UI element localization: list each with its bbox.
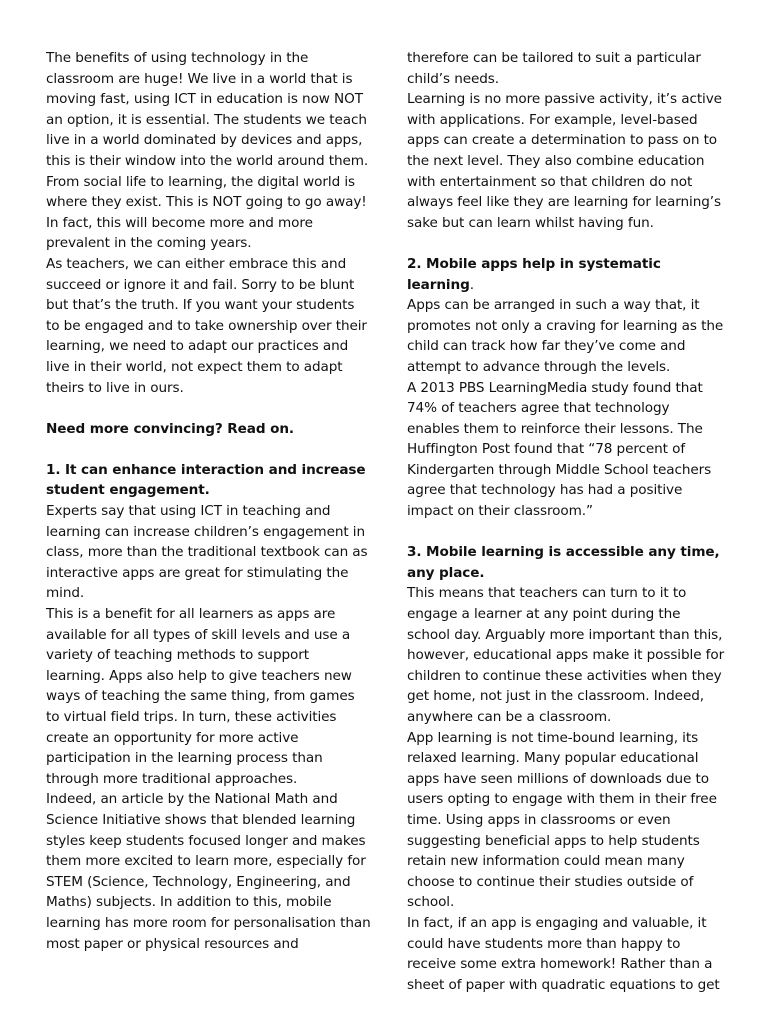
- section-1-paragraph-3: Indeed, an article by the National Math and Science Initiative shows that blended learning styles keep students focused longer and makes them more excited to learn more, especially for STEM (Science, Technology, Engineering, and Maths) subjects. In addition to this, mobile learning has more room for personalisation than most paper or physical resources and: [46, 791, 371, 952]
- section-2-paragraph-1: Apps can be arranged in such a way that, it promotes not only a craving for learning as the child can track how far they’ve come and attempt to advance through the levels.: [407, 297, 724, 375]
- intro-paragraph-1: The benefits of using technology in the classroom are huge! We live in a world that is moving fast, using ICT in education is now NOT an option, it is essential. The students we teach live in a world dominated by devices and apps, this is their window into the world around them. From social life to learning, the digital world is where they exist. This is NOT going to go away! In fact, this will become more and more prevalent in the coming years.: [46, 50, 369, 252]
- section-1-paragraph-2: This is a benefit for all learners as apps are available for all types of skill levels and use a variety of teaching methods to support learning. Apps also help to give teachers new ways of teaching the same thing, from games to virtual field trips. In turn, these activities create an opportunity for more active participation in the learning process than through more traditional approaches.: [46, 606, 355, 787]
- section-1-paragraph-1: Experts say that using ICT in teaching and learning can increase children’s engagement in class, more than the traditional textbook can as interactive apps are great for stimulating the mind.: [46, 503, 368, 602]
- spacer: [407, 233, 725, 254]
- section-3-paragraph-3: In fact, if an app is engaging and valuable, it could have students more than happy to receive some extra homework! Rather than a sheet of paper with quadratic equations to get: [407, 914, 720, 993]
- intro-paragraph-2: As teachers, we can either embrace this and succeed or ignore it and fail. Sorry to be blunt but that’s the truth. If you want your students to be engaged and to take ownership over their learning, we need to adapt our practices and live in their world, not expect them to adapt theirs to live in ours.: [46, 255, 367, 396]
- continuation-paragraph-2: Learning is no more passive activity, it’s active with applications. For example, level-based apps can create a determination to pass on to the next level. They also combine education with entertainment so that children do not always feel like they are learning for learning’s sake but can learn whilst having fun.: [407, 91, 722, 231]
- continuation-paragraph-1: therefore can be tailored to suit a particular child’s needs.: [407, 50, 701, 87]
- left-column: [46, 48, 371, 954]
- section-2-heading-period: .: [469, 276, 474, 293]
- section-2-paragraph-2: A 2013 PBS LearningMedia study found that 74% of teachers agree that technology enables them to reinforce their lessons. The Huffington Post found that “78 percent of Kindergarten through Middle School teachers agree that technology has had a positive impact on their classroom.”: [407, 379, 712, 520]
- convincing-heading: Need more convincing? Read on.: [46, 420, 294, 437]
- section-2-heading-line: [407, 254, 725, 295]
- spacer: [46, 439, 371, 460]
- section-1-heading: 1. It can enhance interaction and increase student engagement.: [46, 461, 366, 499]
- spacer: [407, 522, 725, 543]
- section-3-paragraph-2: App learning is not time-bound learning, its relaxed learning. Many popular educational apps have seen millions of downloads due to users opting to engage with them in their free time. Using apps in classrooms or even suggesting beneficial apps to help students retain new information could mean many choose to continue their studies outside of school.: [407, 729, 717, 911]
- section-3-paragraph-1: This means that teachers can turn to it to engage a learner at any point during the school day. Arguably more important than this, however, educational apps make it possible for children to continue these activities when they get home, not just in the classroom. Indeed, anywhere can be a classroom.: [407, 585, 725, 725]
- section-2-heading: 2. Mobile apps help in systematic learning: [407, 255, 661, 293]
- right-column: [407, 48, 725, 995]
- spacer: [46, 398, 371, 419]
- section-3-heading: 3. Mobile learning is accessible any time, any place.: [407, 544, 720, 581]
